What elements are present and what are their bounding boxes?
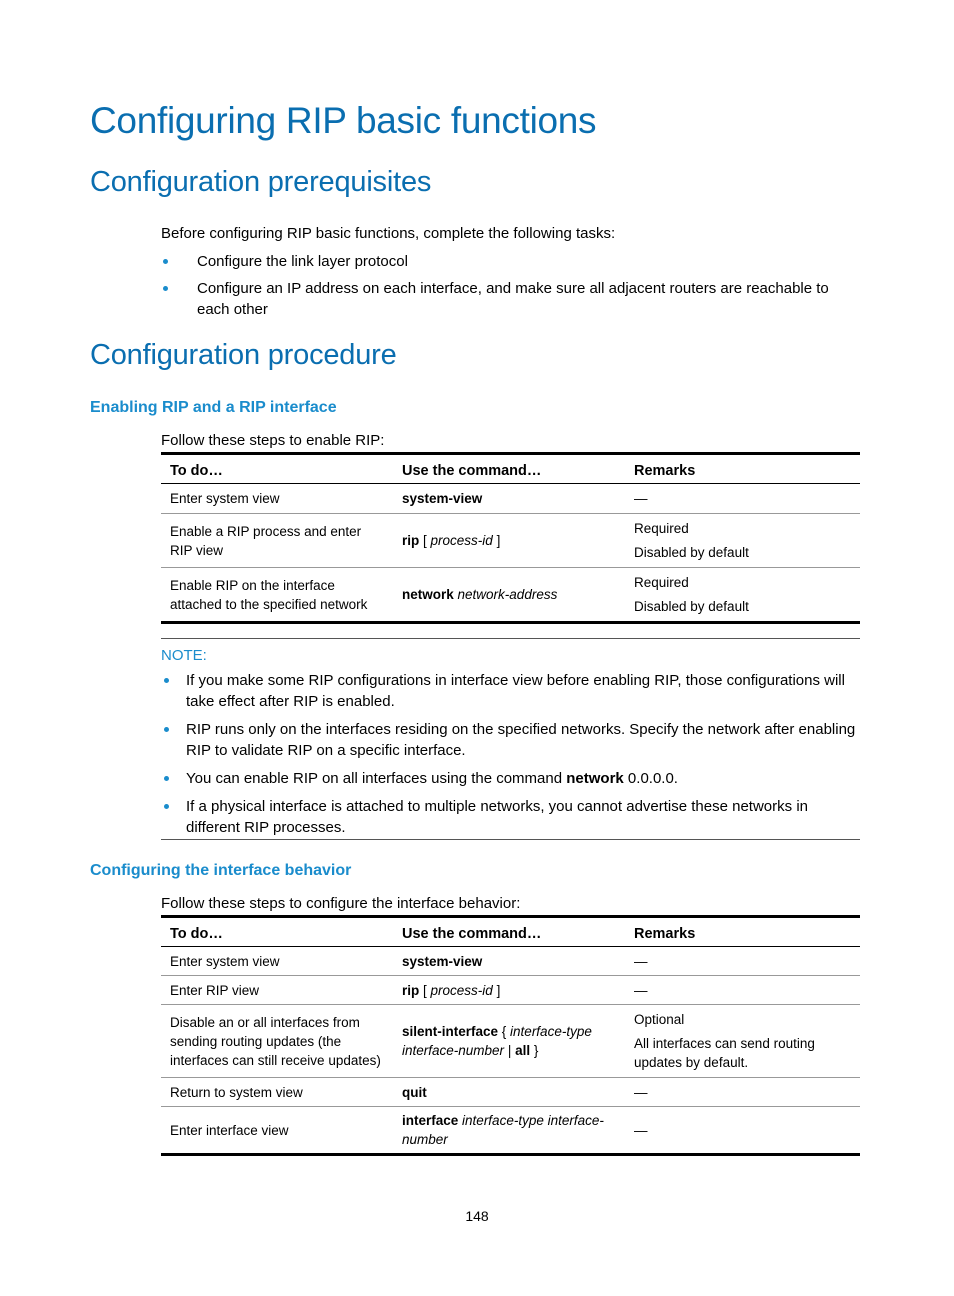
- note-box: [161, 638, 860, 840]
- prereq-list: [161, 251, 859, 320]
- col-header-remarks: Remarks: [625, 917, 860, 947]
- bullet-icon: [164, 804, 169, 809]
- remarks-cell: Required Disabled by default: [625, 514, 860, 568]
- command-cell: system-view: [393, 947, 625, 976]
- page-number: 148: [465, 1208, 489, 1224]
- command-cell: rip [ process-id ]: [393, 514, 625, 568]
- page-title: Configuring RIP basic functions: [90, 100, 597, 141]
- remarks-cell: —: [625, 1078, 860, 1107]
- remarks-cell: —: [625, 484, 860, 514]
- command-cell: silent-interface { interface-type interface-number | all }: [393, 1005, 625, 1078]
- table-row: [161, 1078, 860, 1107]
- bullet-icon: [163, 259, 168, 264]
- col-header-todo: To do…: [161, 454, 393, 484]
- table-row: [161, 1005, 860, 1078]
- todo-cell: Enable RIP on the interface attached to the specified network: [161, 568, 393, 623]
- note-label: NOTE:: [161, 647, 207, 664]
- enable-rip-table: [161, 452, 860, 624]
- list-item: Configure an IP address on each interface, and make sure all adjacent routers are reachable to each other: [161, 278, 859, 320]
- note-item: If a physical interface is attached to multiple networks, you cannot advertise these networks in different RIP processes.: [161, 796, 860, 838]
- todo-cell: Enter RIP view: [161, 976, 393, 1005]
- note-item: RIP runs only on the interfaces residing on the specified networks. Specify the network after enabling RIP to validate RIP on a specific interface.: [161, 719, 860, 761]
- enable-rip-intro: Follow these steps to enable RIP:: [161, 432, 385, 449]
- note-item: You can enable RIP on all interfaces using the command network 0.0.0.0.: [161, 768, 860, 789]
- todo-cell: Return to system view: [161, 1078, 393, 1107]
- command-cell: system-view: [393, 484, 625, 514]
- remarks-cell: Optional All interfaces can send routing updates by default.: [625, 1005, 860, 1078]
- remarks-cell: —: [625, 947, 860, 976]
- todo-cell: Enter interface view: [161, 1107, 393, 1155]
- table-row: [161, 1107, 860, 1155]
- bullet-icon: [164, 727, 169, 732]
- bullet-icon: [164, 678, 169, 683]
- remarks-cell: —: [625, 976, 860, 1005]
- todo-cell: Enter system view: [161, 947, 393, 976]
- iface-behavior-heading: Configuring the interface behavior: [90, 862, 352, 879]
- remarks-cell: Required Disabled by default: [625, 568, 860, 623]
- todo-cell: Enter system view: [161, 484, 393, 514]
- command-cell: quit: [393, 1078, 625, 1107]
- iface-behavior-table: [161, 915, 860, 1156]
- table-row: [161, 514, 860, 568]
- todo-cell: Enable a RIP process and enter RIP view: [161, 514, 393, 568]
- table-row: [161, 947, 860, 976]
- procedure-heading: Configuration procedure: [90, 339, 397, 371]
- note-item: If you make some RIP configurations in interface view before enabling RIP, those configurations will take effect after RIP is enabled.: [161, 670, 860, 712]
- enable-rip-heading: Enabling RIP and a RIP interface: [90, 399, 337, 416]
- note-list: [161, 670, 860, 838]
- bullet-icon: [164, 776, 169, 781]
- col-header-command: Use the command…: [393, 917, 625, 947]
- command-cell: rip [ process-id ]: [393, 976, 625, 1005]
- table-header-row: [161, 917, 860, 947]
- command-cell: interface interface-type interface-number: [393, 1107, 625, 1155]
- table-header-row: [161, 454, 860, 484]
- col-header-remarks: Remarks: [625, 454, 860, 484]
- bullet-icon: [163, 286, 168, 291]
- list-item: Configure the link layer protocol: [161, 251, 859, 272]
- table-row: [161, 568, 860, 623]
- iface-behavior-intro: Follow these steps to configure the interface behavior:: [161, 895, 521, 912]
- todo-cell: Disable an or all interfaces from sending routing updates (the interfaces can still receive updates): [161, 1005, 393, 1078]
- remarks-cell: —: [625, 1107, 860, 1155]
- col-header-command: Use the command…: [393, 454, 625, 484]
- col-header-todo: To do…: [161, 917, 393, 947]
- prereq-intro: Before configuring RIP basic functions, complete the following tasks:: [161, 225, 616, 242]
- table-row: [161, 484, 860, 514]
- prereq-heading: Configuration prerequisites: [90, 166, 432, 198]
- command-cell: network network-address: [393, 568, 625, 623]
- table-row: [161, 976, 860, 1005]
